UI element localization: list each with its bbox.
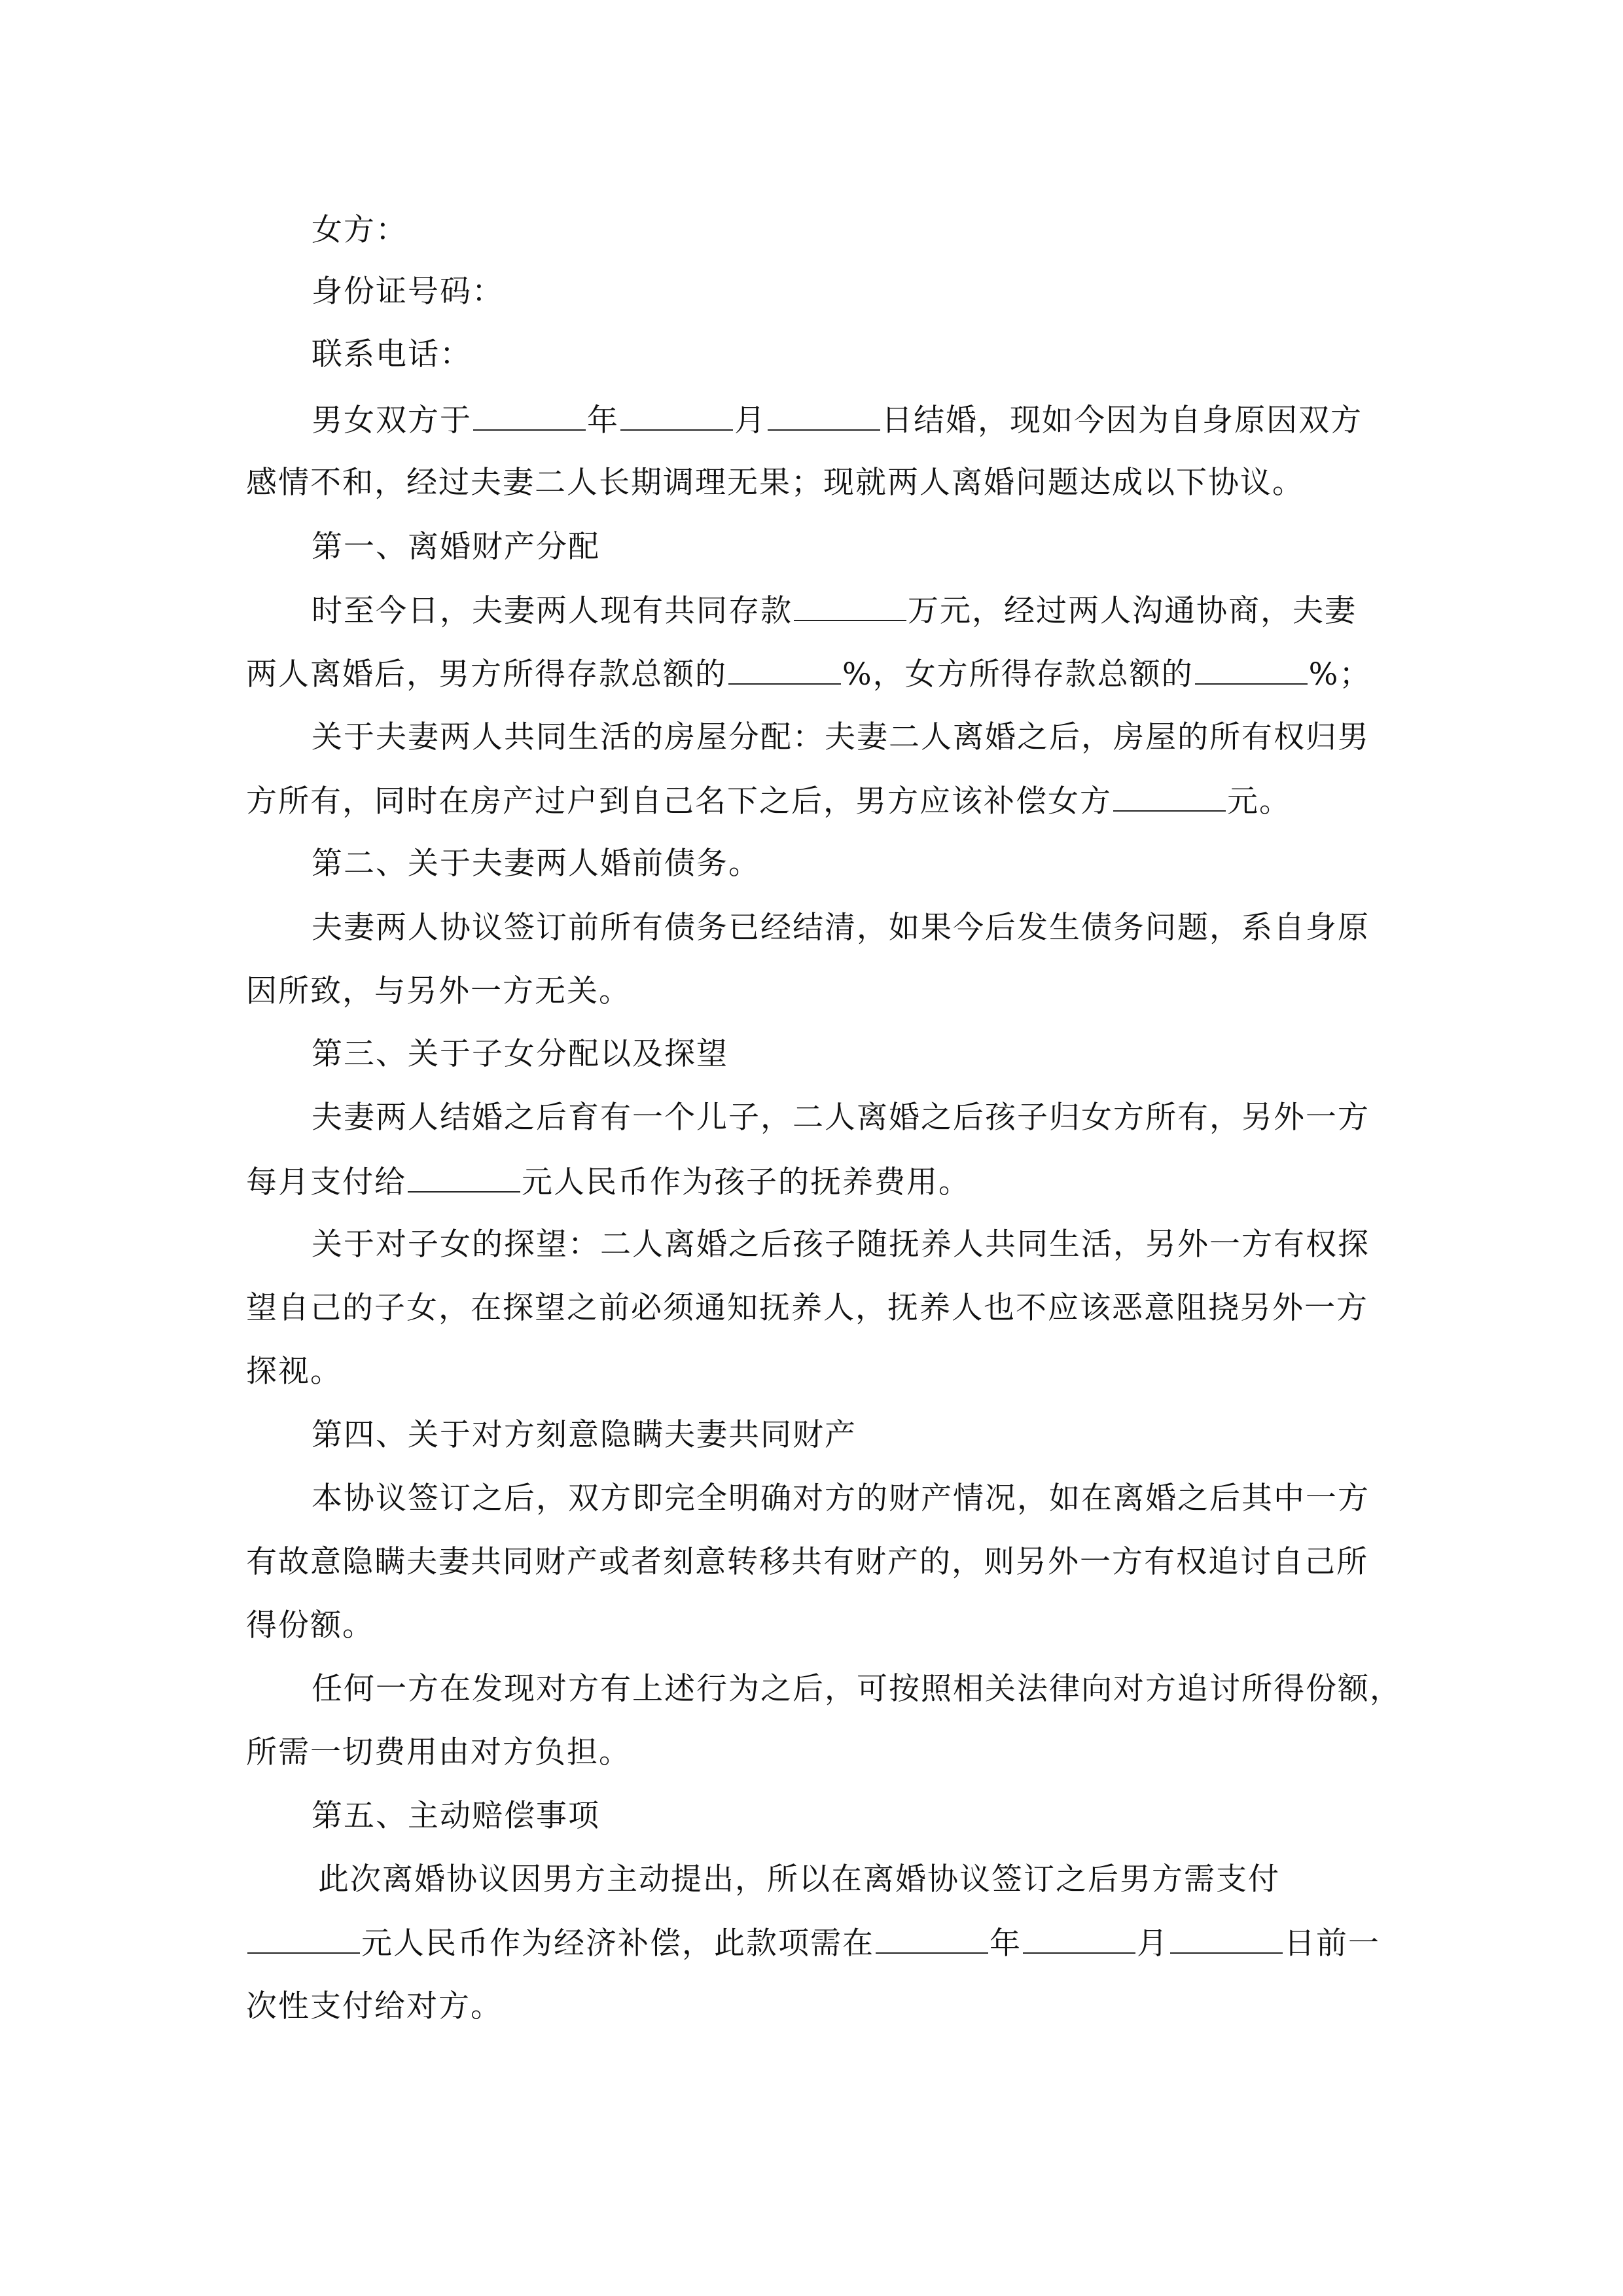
text: 第二、关于夫妻两人婚前债务。 bbox=[312, 846, 760, 882]
line-id-number bbox=[312, 272, 504, 312]
text: 时至今日，夫妻两人现有共同存款 bbox=[312, 593, 793, 629]
text: 联系电话： bbox=[312, 336, 472, 372]
section-heading-1 bbox=[312, 528, 600, 567]
text: 年 bbox=[587, 403, 619, 439]
blank-female-percent[interactable] bbox=[1195, 655, 1308, 685]
line-visitation-continued bbox=[246, 1289, 1368, 1328]
text: 元人民币作为孩子的抚养费用。 bbox=[522, 1164, 971, 1200]
blank-support-amount[interactable] bbox=[408, 1162, 520, 1193]
line-recovery-continued bbox=[246, 1733, 631, 1772]
blank-compensation-amount[interactable] bbox=[1113, 781, 1226, 812]
text: 日结婚，现如今因为自身原因双方 bbox=[882, 403, 1363, 439]
line-marriage-date bbox=[312, 401, 1363, 440]
text: 本协议签订之后，双方即完全明确对方的财产情况，如在离婚之后其中一方 bbox=[312, 1480, 1370, 1516]
text: 有故意隐瞒夫妻共同财产或者刻意转移共有财产的，则另外一方有权追讨自己所 bbox=[246, 1544, 1368, 1580]
blank-pay-year[interactable] bbox=[876, 1924, 988, 1954]
section-heading-4 bbox=[312, 1416, 857, 1455]
line-child-support bbox=[246, 1162, 971, 1202]
text: 关于夫妻两人共同生活的房屋分配：夫妻二人离婚之后，房屋的所有权归男 bbox=[312, 719, 1370, 755]
line-compensation-terms bbox=[246, 1924, 1380, 1963]
line-female-party bbox=[312, 211, 408, 250]
line-compensation-end bbox=[246, 1987, 503, 2026]
line-savings-split bbox=[246, 655, 1371, 694]
line-concealment bbox=[312, 1479, 1370, 1518]
line-children bbox=[312, 1098, 1370, 1138]
line-concealment-continued bbox=[246, 1543, 1368, 1582]
text: 第四、关于对方刻意隐瞒夫妻共同财产 bbox=[312, 1417, 857, 1453]
text: %，女方所得存款总额的 bbox=[842, 656, 1194, 692]
blank-pay-month[interactable] bbox=[1023, 1924, 1135, 1954]
line-visitation bbox=[312, 1225, 1370, 1265]
section-heading-3 bbox=[312, 1035, 728, 1074]
text: 日前一 bbox=[1284, 1926, 1380, 1962]
text: 万元，经过两人沟通协商，夫妻 bbox=[908, 593, 1357, 629]
line-savings bbox=[312, 591, 1357, 630]
blank-day[interactable] bbox=[768, 401, 880, 431]
blank-month[interactable] bbox=[620, 401, 733, 431]
section-heading-2 bbox=[312, 844, 760, 884]
text: 月 bbox=[1137, 1926, 1169, 1962]
line-house-compensation bbox=[246, 781, 1291, 821]
text: 元人民币作为经济补偿，此款项需在 bbox=[361, 1926, 874, 1962]
line-continuation bbox=[246, 463, 1304, 503]
line-visitation-end bbox=[246, 1352, 342, 1391]
text: 所需一切费用由对方负担。 bbox=[246, 1734, 631, 1770]
blank-male-percent[interactable] bbox=[728, 655, 841, 685]
text: 望自己的子女，在探望之前必须通知抚养人，抚养人也不应该恶意阻挠另外一方 bbox=[246, 1290, 1368, 1326]
text: 方所有，同时在房产过户到自己名下之后，男方应该补偿女方 bbox=[246, 783, 1112, 819]
text: 此次离婚协议因男方主动提出，所以在离婚协议签订之后男方需支付 bbox=[318, 1861, 1280, 1897]
text: 感情不和，经过夫妻二人长期调理无果；现就两人离婚问题达成以下协议。 bbox=[246, 465, 1304, 501]
text: 身份证号码： bbox=[312, 274, 504, 310]
text: 第一、离婚财产分配 bbox=[312, 529, 600, 565]
text: 年 bbox=[990, 1926, 1022, 1962]
line-debts bbox=[312, 908, 1370, 948]
text: 夫妻两人协议签订前所有债务已经结清，如果今后发生债务问题，系自身原 bbox=[312, 910, 1370, 946]
text: 关于对子女的探望：二人离婚之后孩子随抚养人共同生活，另外一方有权探 bbox=[312, 1227, 1370, 1263]
line-debts-continued bbox=[246, 972, 631, 1011]
line-recovery bbox=[312, 1670, 1402, 1709]
text: 男女双方于 bbox=[312, 403, 472, 439]
section-heading-5 bbox=[312, 1797, 600, 1836]
blank-savings-amount[interactable] bbox=[794, 591, 906, 621]
text: 次性支付给对方。 bbox=[246, 1988, 503, 2024]
text: 第三、关于子女分配以及探望 bbox=[312, 1036, 728, 1072]
text: 月 bbox=[734, 403, 766, 439]
blank-economic-compensation[interactable] bbox=[247, 1924, 360, 1954]
line-concealment-end bbox=[246, 1606, 374, 1645]
blank-pay-day[interactable] bbox=[1170, 1924, 1283, 1954]
line-phone bbox=[312, 335, 472, 374]
text: 第五、主动赔偿事项 bbox=[312, 1798, 600, 1834]
text: 每月支付给 bbox=[246, 1164, 406, 1200]
blank-year[interactable] bbox=[473, 401, 586, 431]
text: 两人离婚后，男方所得存款总额的 bbox=[246, 656, 727, 692]
text: 元。 bbox=[1227, 783, 1291, 819]
text: 探视。 bbox=[246, 1354, 342, 1390]
text: 得份额。 bbox=[246, 1607, 374, 1643]
line-compensation bbox=[318, 1860, 1280, 1899]
line-house bbox=[312, 718, 1370, 757]
text: %； bbox=[1308, 656, 1372, 692]
text: 任何一方在发现对方有上述行为之后，可按照相关法律向对方追讨所得份额， bbox=[312, 1671, 1402, 1707]
text: 因所致，与另外一方无关。 bbox=[246, 973, 631, 1009]
text: 女方： bbox=[312, 212, 408, 248]
text: 夫妻两人结婚之后育有一个儿子，二人离婚之后孩子归女方所有，另外一方 bbox=[312, 1100, 1370, 1136]
